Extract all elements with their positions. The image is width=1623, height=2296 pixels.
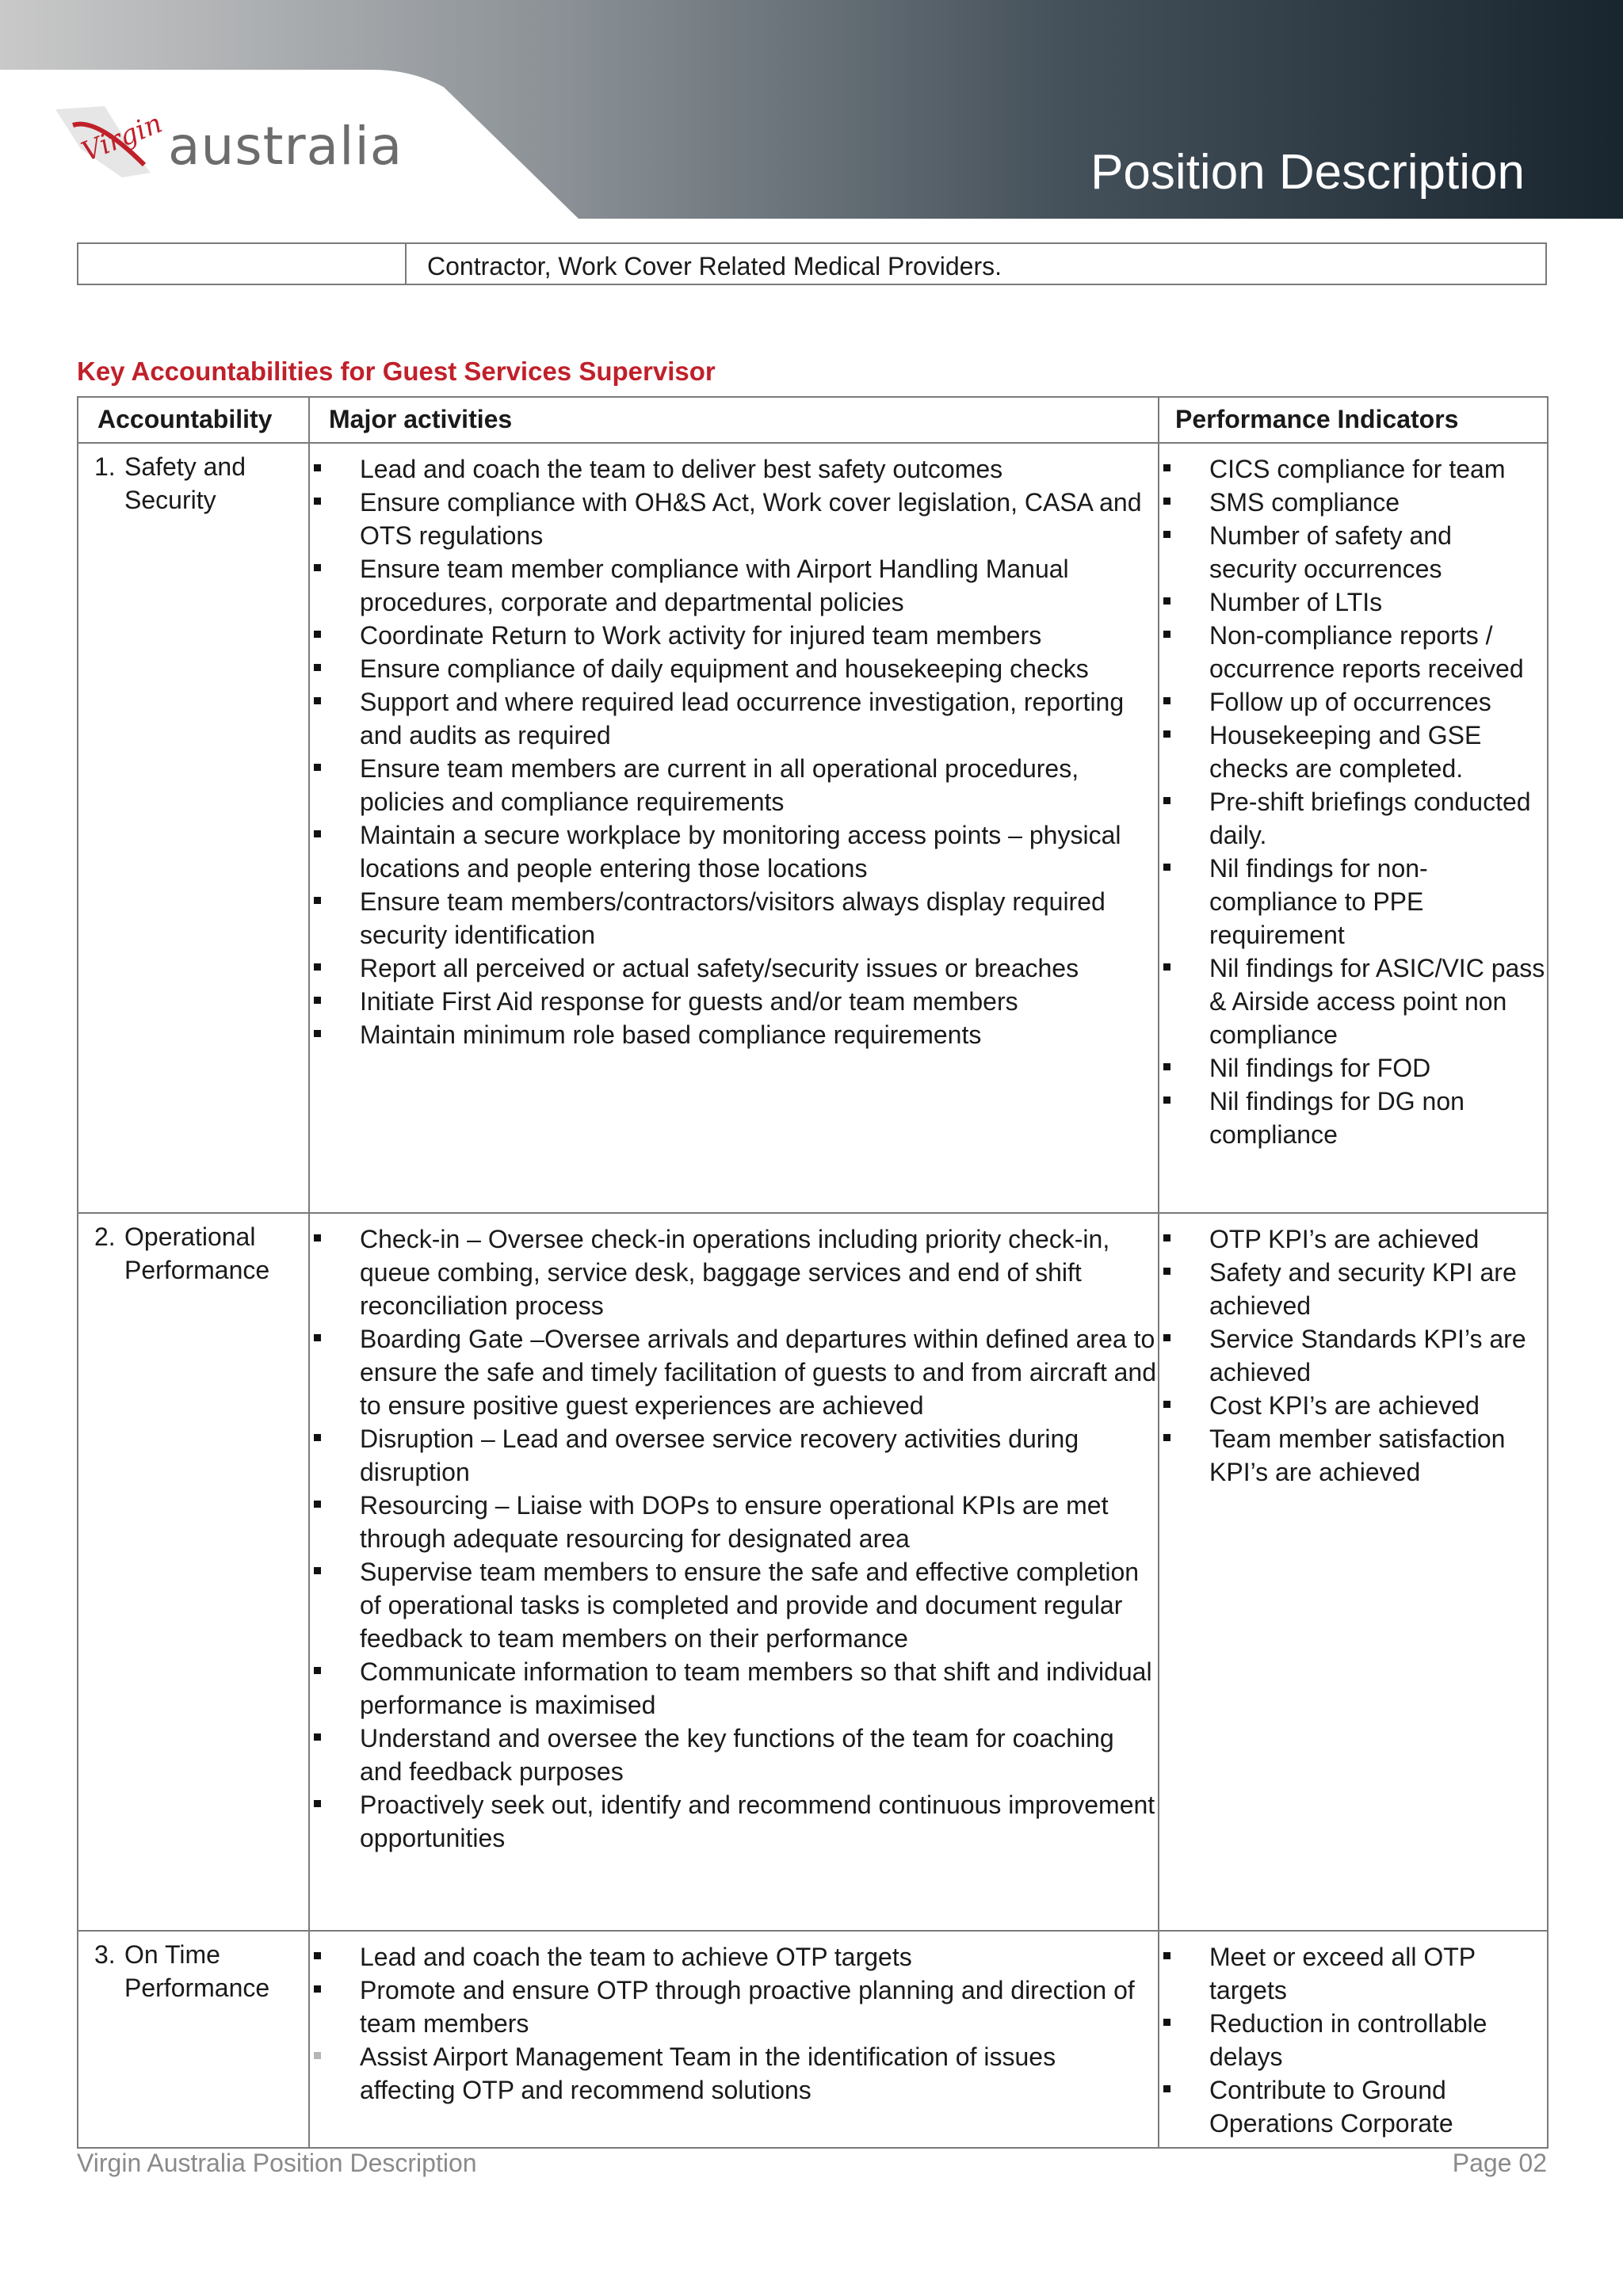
activity-item: Resourcing – Liaise with DOPs to ensure operational KPIs are met through adequate resourcing for designated area <box>311 1489 1157 1555</box>
activity-item: Supervise team members to ensure the safe and effective completion of operational tasks is completed and provide and document regular feedback to team members on their performance <box>311 1555 1157 1655</box>
accountability-title: Safety and Security <box>124 452 246 514</box>
svg-text:Virgin: Virgin <box>77 107 167 169</box>
indicator-item: OTP KPI’s are achieved <box>1160 1222 1546 1256</box>
brand-wordmark: australia <box>168 116 403 177</box>
indicator-item: Number of LTIs <box>1160 585 1546 619</box>
activity-item: Disruption – Lead and oversee service recovery activities during disruption <box>311 1422 1157 1489</box>
virgin-australia-logo <box>49 101 403 189</box>
indicator-item: Contribute to Ground Operations Corporate <box>1160 2073 1546 2140</box>
indicator-item: Nil findings for FOD <box>1160 1051 1546 1085</box>
indicator-item: SMS compliance <box>1160 486 1546 519</box>
accountability-number: 1. <box>94 452 116 481</box>
activity-item: Ensure compliance of daily equipment and housekeeping checks <box>311 652 1157 685</box>
indicator-item: Nil findings for ASIC/VIC pass & Airside access point non compliance <box>1160 952 1546 1051</box>
indicator-item: Follow up of occurrences <box>1160 685 1546 719</box>
indicator-item: Cost KPI’s are achieved <box>1160 1389 1546 1422</box>
accountability-cell <box>78 1931 309 2148</box>
activity-item: Proactively seek out, identify and recommend continuous improvement opportunities <box>311 1788 1157 1855</box>
table-row <box>78 1213 1548 1931</box>
indicators-cell <box>1159 443 1548 1213</box>
header-major-activities: Major activities <box>309 397 1159 443</box>
indicators-list <box>1160 1215 1546 1489</box>
table-row <box>78 1931 1548 2148</box>
indicator-item: Non-compliance reports / occurrence reports received <box>1160 619 1546 685</box>
activity-item: Promote and ensure OTP through proactive planning and direction of team members <box>311 1974 1157 2040</box>
indicator-item: Nil findings for DG non compliance <box>1160 1085 1546 1151</box>
indicators-cell <box>1159 1931 1548 2148</box>
activity-item: Coordinate Return to Work activity for injured team members <box>311 619 1157 652</box>
activity-item: Ensure team members/contractors/visitors always display required security identification <box>311 885 1157 952</box>
indicators-list <box>1160 444 1546 1151</box>
activities-cell <box>309 1213 1159 1931</box>
accountability-cell <box>78 1213 309 1931</box>
activity-item: Lead and coach the team to deliver best safety outcomes <box>311 452 1157 486</box>
activity-item: Support and where required lead occurrence investigation, reporting and audits as required <box>311 685 1157 752</box>
indicator-item: Team member satisfaction KPI’s are achieved <box>1160 1422 1546 1489</box>
accountability-number: 3. <box>94 1940 116 1969</box>
accountability-number: 2. <box>94 1222 116 1251</box>
activity-item: Initiate First Aid response for guests and/or team members <box>311 985 1157 1018</box>
accountability-cell <box>78 443 309 1213</box>
activity-item: Maintain a secure workplace by monitoring access points – physical locations and people entering those locations <box>311 818 1157 885</box>
activity-item: Maintain minimum role based compliance requirements <box>311 1018 1157 1051</box>
activity-item: Ensure compliance with OH&S Act, Work cover legislation, CASA and OTS regulations <box>311 486 1157 552</box>
accountabilities-table <box>77 396 1549 2149</box>
activity-item: Assist Airport Management Team in the identification of issues affecting OTP and recommend solutions <box>311 2040 1157 2107</box>
activity-item: Check-in – Oversee check-in operations including priority check-in, queue combing, service desk, baggage services and end of shift reconciliation process <box>311 1222 1157 1322</box>
activity-item: Boarding Gate –Oversee arrivals and departures within defined area to ensure the safe and timely facilitation of guests to and from aircraft and to ensure positive guest experiences are achieved <box>311 1322 1157 1422</box>
header-accountability: Accountability <box>78 397 309 443</box>
activities-list <box>311 1932 1157 2107</box>
header-performance-indicators: Performance Indicators <box>1159 397 1548 443</box>
table-header-row <box>78 397 1548 443</box>
indicator-item: Meet or exceed all OTP targets <box>1160 1940 1546 2007</box>
accountability-title: On Time Performance <box>124 1940 270 2002</box>
activity-item: Communicate information to team members so that shift and individual performance is maximised <box>311 1655 1157 1722</box>
indicators-cell <box>1159 1213 1548 1931</box>
activities-cell <box>309 1931 1159 2148</box>
continuation-table <box>77 242 1547 285</box>
activity-item: Lead and coach the team to achieve OTP targets <box>311 1940 1157 1974</box>
indicators-list <box>1160 1932 1546 2140</box>
section-heading: Key Accountabilities for Guest Services Supervisor <box>77 357 716 386</box>
indicator-item: Number of safety and security occurrences <box>1160 519 1546 585</box>
continuation-empty-cell <box>78 244 407 284</box>
activities-list <box>311 444 1157 1051</box>
footer-document-name: Virgin Australia Position Description <box>77 2149 477 2177</box>
indicator-item: Service Standards KPI’s are achieved <box>1160 1322 1546 1389</box>
table-row <box>78 443 1548 1213</box>
activity-item: Report all perceived or actual safety/security issues or breaches <box>311 952 1157 985</box>
activity-item: Ensure team members are current in all operational procedures, policies and compliance requirements <box>311 752 1157 818</box>
indicator-item: Housekeeping and GSE checks are completed. <box>1160 719 1546 785</box>
indicator-item: Nil findings for non-compliance to PPE requirement <box>1160 852 1546 952</box>
activity-item: Ensure team member compliance with Airport Handling Manual procedures, corporate and departmental policies <box>311 552 1157 619</box>
indicator-item: Pre-shift briefings conducted daily. <box>1160 785 1546 852</box>
page-title: Position Description <box>1090 145 1525 200</box>
footer-page-number: Page 02 <box>1452 2149 1547 2177</box>
virgin-logo-icon <box>49 101 184 189</box>
activity-item: Understand and oversee the key functions of the team for coaching and feedback purposes <box>311 1722 1157 1788</box>
activities-list <box>311 1215 1157 1855</box>
accountability-title: Operational Performance <box>124 1222 270 1284</box>
indicator-item: CICS compliance for team <box>1160 452 1546 486</box>
activities-cell <box>309 443 1159 1213</box>
indicator-item: Reduction in controllable delays <box>1160 2007 1546 2073</box>
indicator-item: Safety and security KPI are achieved <box>1160 1256 1546 1322</box>
continuation-text: Contractor, Work Cover Related Medical Providers. <box>427 252 1002 280</box>
